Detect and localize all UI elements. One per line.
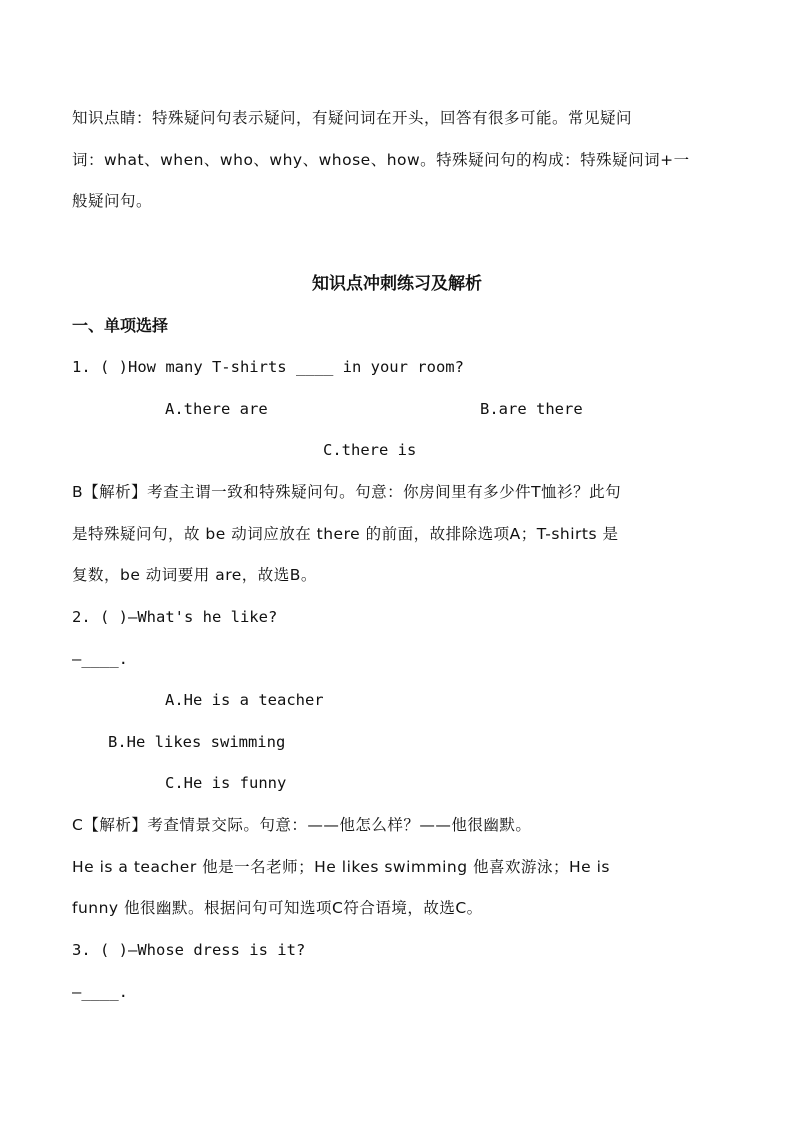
question-2-option-c: C.He is funny <box>165 774 287 792</box>
question-1-analysis-line-2: 是特殊疑问句，故 be 动词应放在 there 的前面，故排除选项A；T-shirts 是 <box>72 525 619 543</box>
question-2-analysis-line-2: He is a teacher 他是一名老师；He likes swimming 他喜欢游泳；He is <box>72 858 610 876</box>
question-2-analysis-line-3: funny 他很幽默。根据问句可知选项C符合语境，故选C。 <box>72 899 483 917</box>
intro-line-1: 知识点睛：特殊疑问句表示疑问，有疑问词在开头，回答有很多可能。常见疑问 <box>72 109 633 127</box>
question-1-option-c: C.there is <box>323 441 417 459</box>
question-2-answer-blank: —____. <box>72 650 128 668</box>
question-1-option-b: B.are there <box>480 400 583 418</box>
page-heading: 知识点冲刺练习及解析 <box>312 274 482 294</box>
question-1-option-a: A.there are <box>165 400 268 418</box>
question-3-stem: 3. ( )—Whose dress is it? <box>72 941 306 959</box>
question-1-analysis-line-3: 复数，be 动词要用 are，故选B。 <box>72 566 317 584</box>
question-2-stem: 2. ( )—What's he like? <box>72 608 278 626</box>
intro-line-3: 般疑问句。 <box>72 192 153 210</box>
section-title: 一、单项选择 <box>72 316 169 335</box>
question-1-analysis-line-1: B【解析】考查主谓一致和特殊疑问句。句意：你房间里有多少件T恤衫？此句 <box>72 483 622 501</box>
intro-line-2: 词：what、when、who、why、whose、how。特殊疑问句的构成：特殊疑问词+一 <box>72 151 690 169</box>
question-1-stem: 1. ( )How many T-shirts ____ in your room? <box>72 358 464 376</box>
question-2-option-b: B.He likes swimming <box>108 733 286 751</box>
question-3-answer-blank: —____. <box>72 983 128 1001</box>
question-2-analysis-line-1: C【解析】考查情景交际。句意：——他怎么样？——他很幽默。 <box>72 816 532 834</box>
question-2-option-a: A.He is a teacher <box>165 691 324 709</box>
